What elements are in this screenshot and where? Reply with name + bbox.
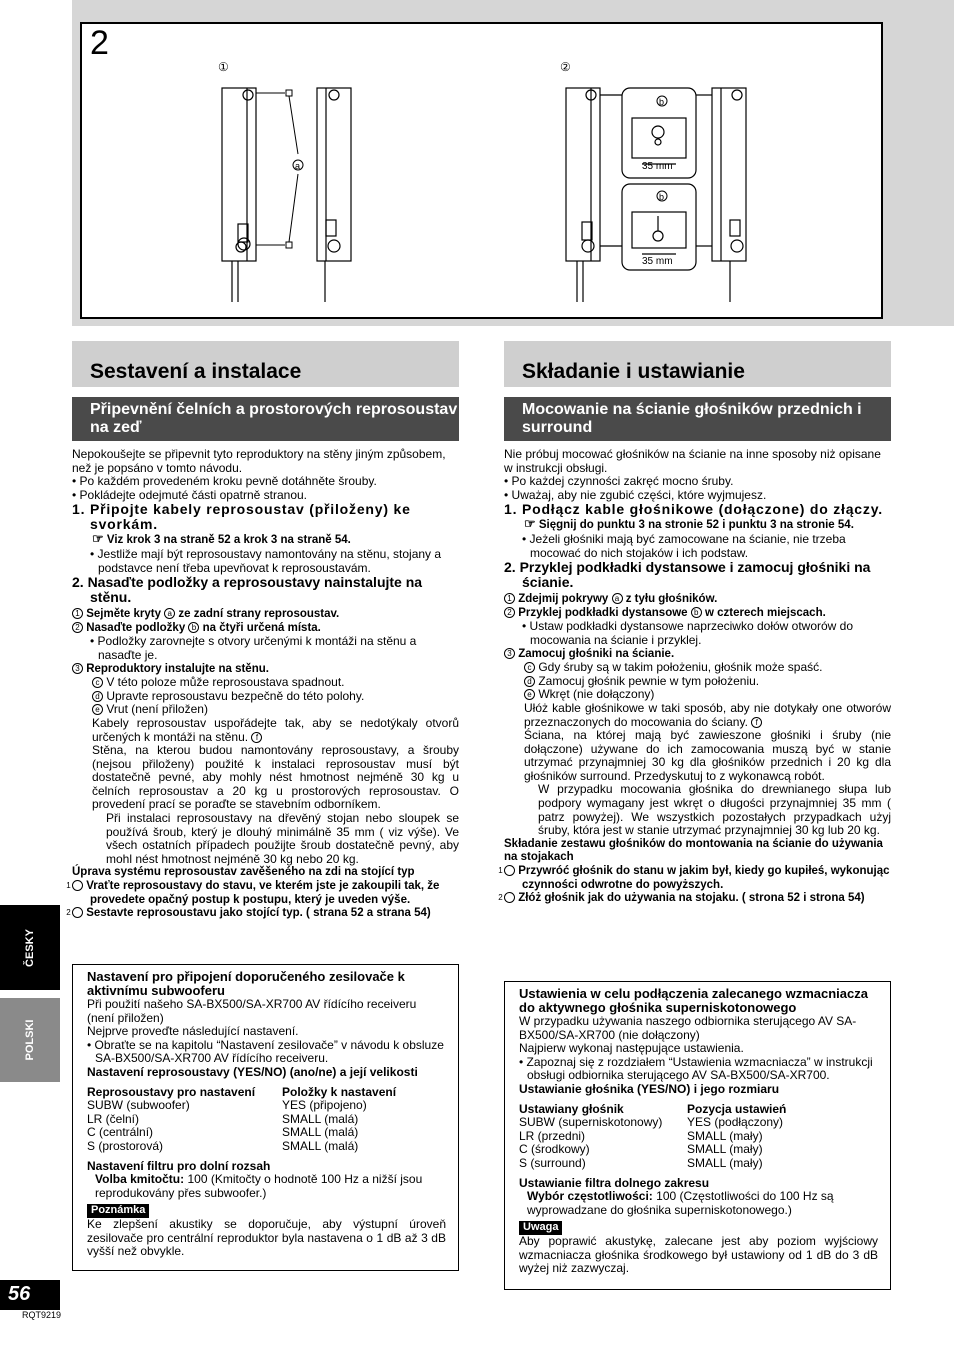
intro-line: Nepokoušejte se připevnit tyto reproduktory na stěny jiným způsobem, než je popsáno v tomto návodu. xyxy=(72,447,446,475)
step-2-heading: 2. Nasaďte podložky a reprosoustavy nainstalujte na stěnu. xyxy=(72,574,423,606)
adjust-title: Składanie zestawu głośników do montowania na ścianie do używania na stojakach xyxy=(504,837,883,864)
adjust-title: Úprava systému reprosoustav zavěšeného na zdi na stojící typ xyxy=(72,866,415,879)
step-2-heading: 2. Przyklej podkładki dystansowe i zamocuj głośniki na ścianie. xyxy=(504,559,871,591)
filter-setting: Wybór częstotliwości: 100 (Częstotliwości do 100 Hz są wyprowadzane do głośnika superniskotonowego.) xyxy=(527,1189,834,1217)
table-cell: SMALL (mały) xyxy=(687,1142,763,1157)
dimension-top: 35 mm xyxy=(642,161,673,172)
table-cell: S (prostorová) xyxy=(87,1138,164,1153)
content-pl xyxy=(498,447,891,906)
table-header: Reprosoustavy pro nastavení xyxy=(87,1084,256,1099)
label-b-top: b xyxy=(659,97,665,107)
cable-paragraph: Ułóż kable głośnikowe w taki sposób, aby nie dotykały one otworów przeznaczonych do mocowania do ściany. f xyxy=(524,700,891,729)
table-header: Pozycja ustawień xyxy=(687,1101,787,1116)
substep-3: 3 Zamocuj głośniki na ścianie. xyxy=(504,648,891,662)
language-tab-polski: POLSKI xyxy=(0,998,60,1082)
box-subtitle: Nastavení reprosoustavy (YES/NO) (ano/ne) a její velikosti xyxy=(87,1064,418,1079)
substep-2: 2 Nasaďte podložky b na čtyři určená místa. xyxy=(72,622,459,636)
item-c: c V této poloze může reprosoustava spadnout. xyxy=(72,676,459,690)
table-cell: SUBW (superniskotonowy) xyxy=(519,1115,663,1130)
page-number: 56 xyxy=(0,1280,60,1310)
note-text: Ke zlepšení akustiky se doporučuje, aby výstupní úroveň zesilovače pro centrální reproduktor byla nastavena o 1 dB až 3 dB vyšší než obvykle. xyxy=(87,1216,446,1259)
amplifier-settings-box-cz xyxy=(72,964,459,1271)
box-bullet: • Obraťte se na kapitolu “Nastavení zesilovače” v návodu k obsluze SA-BX500/SA-XR700 AV řídícího receiveru. xyxy=(87,1037,444,1066)
box-title: Nastavení pro připojení doporučeného zesilovače k aktivnímu subwooferu xyxy=(87,969,405,998)
step-1-heading: 1. Připojte kabely reprosoustav (přiloženy) ke svorkám. xyxy=(72,501,411,533)
screw-paragraph: W przypadku mocowania głośnika do drewnianego słupa lub podpory wymagany jest wkręt o długości przynajmniej 35 mm ( patrz powyżej). We wszystkich pozostałych przypadkach użyj śruby, która jest w stanie utrzymać przynajmniej 30 kg lub 20 kg. xyxy=(538,782,891,838)
table-header: Položky k nastavení xyxy=(282,1084,397,1099)
box-bullet: • Zapoznaj się z rozdziałem “Ustawienia wzmacniacza” w instrukcji obsługi odbiornika sterującego AV SA-BX500/SA-XR700. xyxy=(519,1054,873,1083)
hand-pointer-icon: ☞ xyxy=(524,516,536,532)
figure-frame xyxy=(80,22,883,319)
subheading-pl: Mocowanie na ścianie głośników przednich i surround xyxy=(504,397,891,441)
figure-number: 2 xyxy=(90,24,109,62)
table-cell: C (centrální) xyxy=(87,1125,154,1140)
table-cell: LR (przedni) xyxy=(519,1128,586,1143)
speaker-back-right xyxy=(317,88,351,302)
box-text: W przypadku używania naszego odbiornika sterującego AV SA-BX500/SA-XR700 (nie dołączony) xyxy=(519,1014,857,1042)
intro-bullet: • Po každém provedeném kroku pevně dotáhněte šrouby. xyxy=(72,474,377,489)
title-band-left xyxy=(72,341,459,387)
filter-title: Ustawianie filtra dolnego zakresu xyxy=(519,1175,710,1190)
table-cell: SMALL (malá) xyxy=(282,1111,359,1126)
table-cell: YES (připojeno) xyxy=(282,1098,367,1113)
note-tag: Poznámka xyxy=(87,1204,149,1218)
table-cell: SMALL (mały) xyxy=(687,1128,763,1143)
adjust-step-2: 2 Złóż głośnik jak do używania na stojaku. ( strona 52 i strona 54) xyxy=(498,892,865,905)
box-text: Při použití našeho SA-BX500/SA-XR700 AV řídícího receiveru (není přiložen) xyxy=(87,997,417,1025)
adjust-step-1: 1 Vraťte reprosoustavy do stavu, ve kterém jste je zakoupili tak, že provedete opačný postup k postupu, který je uveden výše. xyxy=(66,880,440,906)
adjust-step-1: 1 Przywróć głośnik do stanu w jakim był, kiedy go kupiłeś, wykonując czynności odwrotne do powyższych. xyxy=(498,865,890,891)
table-cell: SMALL (mały) xyxy=(687,1155,763,1170)
box-text: Nejprve proveďte následující nastavení. xyxy=(87,1024,299,1039)
step-1-note: • Jestliže mají být reprosoustavy namontovány na stěnu, stojany a podstavce není třeba upevňovat k reprosoustavám. xyxy=(90,546,442,575)
section-title-pl: Składanie i ustawianie xyxy=(522,360,745,383)
intro-bullet: • Po każdej czynności zakręć mocno śruby. xyxy=(504,474,734,489)
subheading-cz: Připevnění čelních a prostorových reprosoustav na zeď xyxy=(72,397,459,441)
wall-strength-paragraph: Ściana, na której mają być zawieszone głośniki i śruby (nie dołączone) używane do ich zamocowania muszą być w stanie utrzymać przynajmniej 30 kg dla głośników przednich i 20 kg dla głośników surround. Przedyskutuj to z wykonawcą robót. xyxy=(524,728,891,783)
substep-2: 2 Przyklej podkładki dystansowe b w czterech miejscach. xyxy=(504,607,891,621)
step-1-heading: 1. Podłącz kable głośnikowe (dołączone) do złączy. xyxy=(504,501,883,518)
intro-line: Nie próbuj mocować głośników na ścianie na inne sposoby niż opisane w instrukcji obsługi. xyxy=(504,447,881,475)
title-band-right xyxy=(504,341,891,387)
item-d: d Zamocuj głośnik pewnie w tym położeniu. xyxy=(504,675,891,689)
wall-strength-paragraph: Stěna, na kterou budou namontovány reprosoustavy, a šrouby (nejsou přiloženy) použité k instalaci reprosoustav musí být dostatečně pevné, aby mohly nést hmotnost nejméně 30 kg u čelních reprosoustav a 20 kg u prostorových reprosoustav. O provedení prací se poraďte se stavebním odborníkem. xyxy=(92,743,459,812)
box-subtitle: Ustawianie głośnika (YES/NO) i jego rozmiaru xyxy=(519,1081,780,1096)
section-title-cz: Sestavení a instalace xyxy=(90,360,302,383)
cable-paragraph: Kabely reprosoustav uspořádejte tak, aby se nedotýkaly otvorů určených k montáži na stěnu. f xyxy=(92,715,459,744)
box-text: Najpierw wykonaj następujące ustawienia. xyxy=(519,1041,744,1056)
substep-3: 3 Reproduktory instalujte na stěnu. xyxy=(72,663,459,677)
language-tab-cesky: ČESKY xyxy=(0,905,60,990)
table-cell: S (surround) xyxy=(519,1155,586,1170)
filter-setting: Volba kmitočtu: 100 (Kmitočty o hodnotě 100 Hz a nižší jsou reprodukovány přes subwoofer.) xyxy=(95,1172,423,1200)
substep-1: 1 Zdejmij pokrywy a z tyłu głośników. xyxy=(504,593,891,607)
label-b-bottom: b xyxy=(659,192,665,202)
box-title: Ustawienia w celu podłączenia zalecanego wzmacniacza do aktywnego głośnika superniskotonowego xyxy=(519,986,868,1015)
note-text: Aby poprawić akustykę, zalecane jest aby poziom wyjściowy wzmacniacza głośnika środkowego był ustawiony od 1 dB do 3 dB wyżej niż zazwyczaj. xyxy=(519,1233,878,1276)
speaker-front-left xyxy=(566,88,600,302)
intro-bullet: • Uważaj, aby nie zgubić części, które wyjmujesz. xyxy=(504,487,767,502)
label-a: a xyxy=(295,161,301,171)
table-cell: YES (podłączony) xyxy=(687,1115,784,1130)
table-header: Ustawiany głośnik xyxy=(519,1101,624,1116)
table-cell: LR (čelní) xyxy=(87,1111,140,1126)
substep-2-note: • Podložky zarovnejte s otvory určenými k montáži na stěnu a nasaďte je. xyxy=(90,634,417,662)
panel-1-label: ① xyxy=(218,60,229,74)
table-cell: SMALL (malá) xyxy=(282,1138,359,1153)
settings-table xyxy=(519,1103,878,1171)
item-e: e Wkręt (nie dołączony) xyxy=(504,688,891,702)
step-1-note: • Jeżeli głośniki mają być zamocowane na ścianie, nie trzeba mocować do nich stojaków i ich podstaw. xyxy=(522,531,846,560)
item-e: e Vrut (není přiložen) xyxy=(72,703,459,717)
speaker-front-right xyxy=(712,88,746,302)
substep-2-note: • Ustaw podkładki dystansowe naprzeciwko dołów otworów do mocowania na ścianie i przyklej. xyxy=(522,619,854,647)
wall-mount-diagram xyxy=(82,24,881,317)
dimension-bottom: 35 mm xyxy=(642,256,673,267)
intro-bullet: • Pokládejte odejmuté části opatrně stranou. xyxy=(72,487,308,502)
document-code: RQT9219 xyxy=(22,1310,62,1320)
item-c: c Gdy śruby są w takim położeniu, głośnik może spaść. xyxy=(504,661,891,675)
screw-paragraph: Při instalaci reprosoustavy na dřevěný stojan nebo sloupek se používá šroub, který je dlouhý minimálně 35 mm ( viz výše). Ve všech ostatních případech použijte šroub dostatečně pevný, aby mohl nést hmotnost nejméně 30 kg nebo 20 kg. xyxy=(106,811,459,866)
settings-table xyxy=(87,1086,446,1154)
filter-title: Nastavení filtru pro dolní rozsah xyxy=(87,1158,271,1173)
amplifier-settings-box-pl xyxy=(504,981,891,1290)
table-cell: C (środkowy) xyxy=(519,1142,590,1157)
step-1-reference: ☞ Viz krok 3 na straně 52 a krok 3 na straně 54. xyxy=(92,531,351,547)
substep-1: 1 Sejměte kryty a ze zadní strany reprosoustav. xyxy=(72,608,459,622)
speaker-back-left xyxy=(222,88,256,302)
note-tag: Uwaga xyxy=(519,1221,562,1235)
panel-2-label: ② xyxy=(560,60,571,74)
table-cell: SUBW (subwoofer) xyxy=(87,1098,190,1113)
content-cz xyxy=(66,447,459,921)
hand-pointer-icon: ☞ xyxy=(92,531,104,547)
table-cell: SMALL (malá) xyxy=(282,1125,359,1140)
step-1-reference: ☞ Sięgnij do punktu 3 na stronie 52 i punktu 3 na stronie 54. xyxy=(524,516,854,532)
item-d: d Upravte reprosoustavu bezpečně do této polohy. xyxy=(72,690,459,704)
adjust-step-2: 2 Sestavte reprosoustavu jako stojící typ. ( strana 52 a strana 54) xyxy=(66,907,431,920)
